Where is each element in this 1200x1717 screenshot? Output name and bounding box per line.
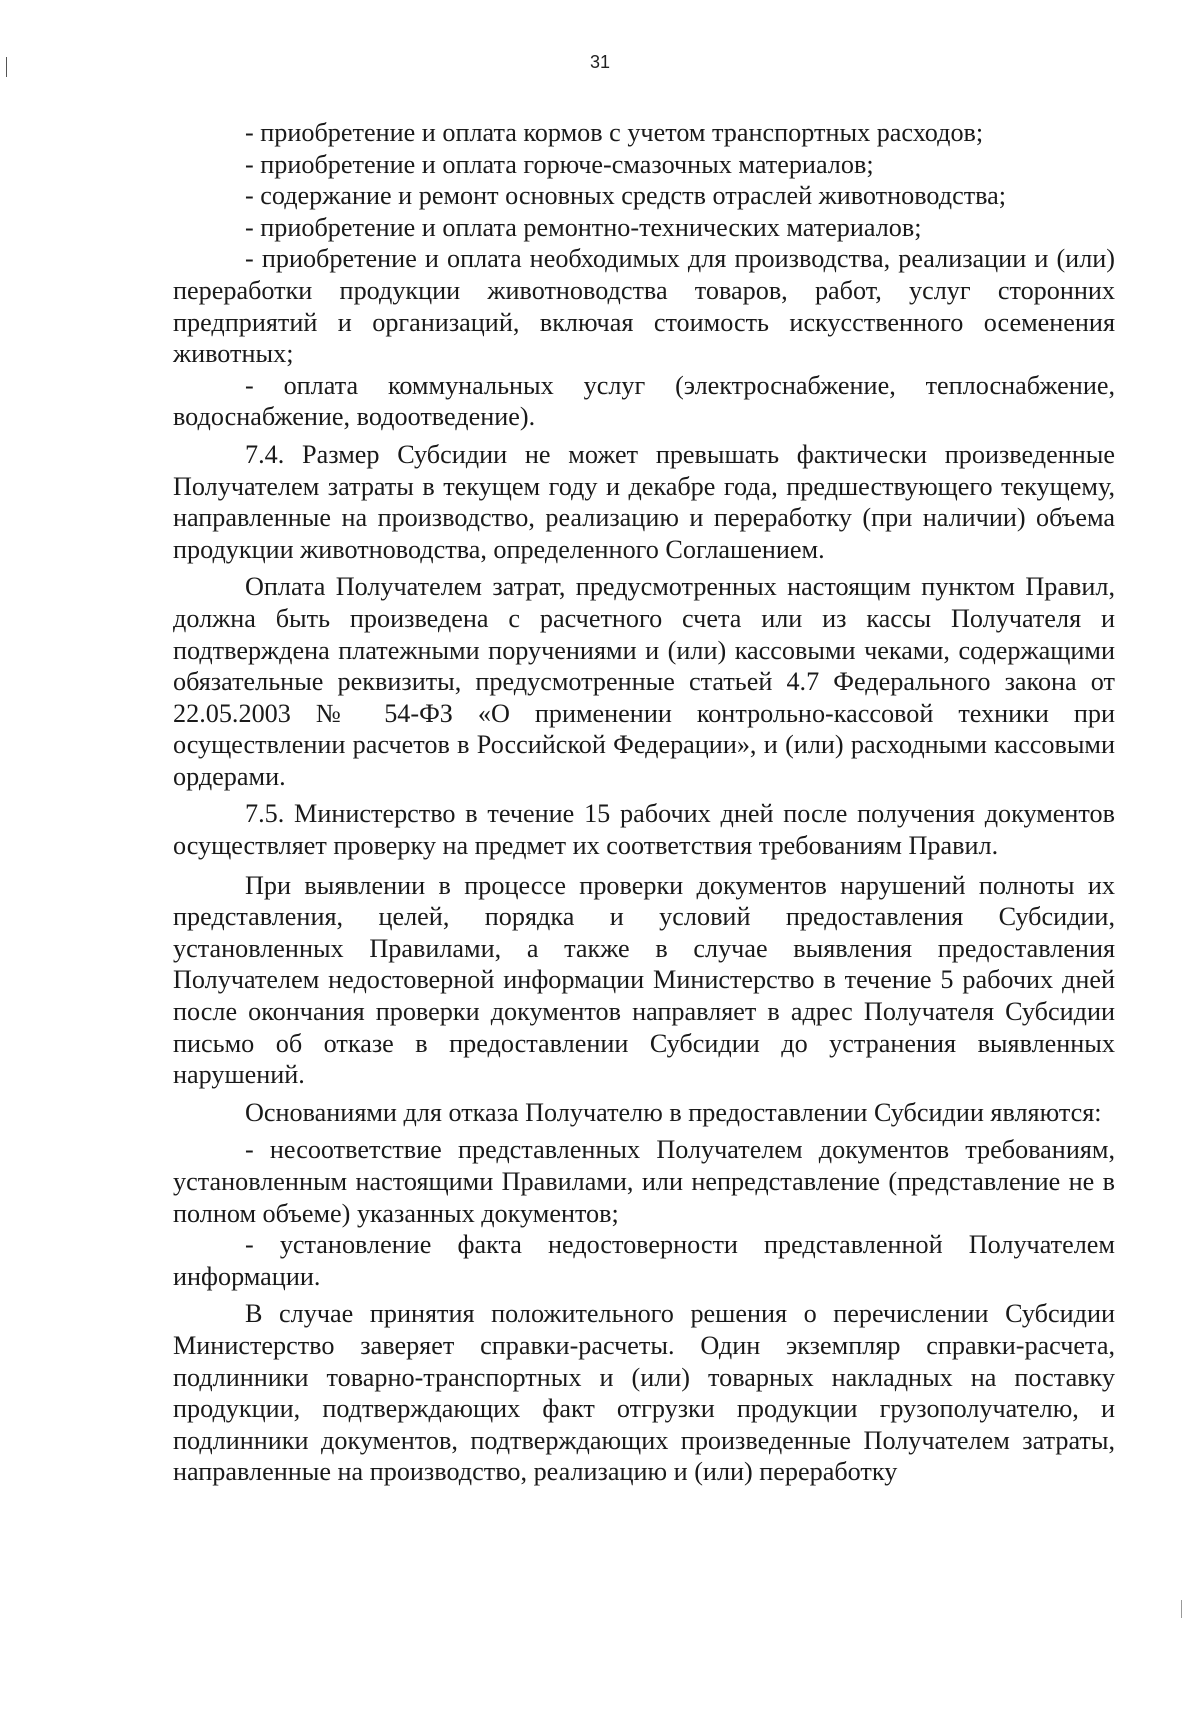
list-item-fuel-purchase: - приобретение и оплата горюче-смазочных материалов; [245, 149, 874, 179]
refusal-ground-false-info: - установление факта недостоверности представленной Получателем информации. [173, 1230, 1115, 1291]
list-item-fixed-assets-maintenance: - содержание и ремонт основных средств отраслей животноводства; [245, 181, 1007, 211]
clause-7-4: 7.4. Размер Субсидии не может превышать фактически произведенные Получателем затраты в текущем году и декабре года, предшествующего текущему, направленные на производство, реализацию и переработку (при наличии) объема продукции животноводства, определенного Соглашением. [173, 439, 1115, 564]
payment-paragraph: Оплата Получателем затрат, предусмотренных настоящим пунктом Правил, должна быть произведена с расчетного счета или из кассы Получателя и подтверждена платежными поручениями и (или) кассовыми чеками, содержащими обязательные реквизиты, предусмотренные статьей 4.7 Федерального закона от 22.05.2003 № 54-ФЗ «О применении контрольно-кассовой техники при осуществлении расчетов в Российской Федерации», и (или) расходными кассовыми ордерами. [173, 572, 1115, 791]
clause-7-5: 7.5. Министерство в течение 15 рабочих дней после получения документов осуществляет проверку на предмет их соответствия требованиям Правил. [173, 799, 1115, 861]
list-item-utilities: - оплата коммунальных услуг (электроснабжение, теплоснабжение, водоснабжение, водоотведение). [173, 370, 1115, 432]
document-body [173, 117, 1115, 1488]
list-item-feed-purchase: - приобретение и оплата кормов с учетом транспортных расходов; [245, 118, 984, 147]
positive-decision-paragraph: В случае принятия положительного решения о перечислении Субсидии Министерство заверяет справки-расчеты. Один экземпляр справки-расчета, подлинники товарно-транспортных и (или) товарных накладных на поставку продукции, подтверждающих факт отгрузки продукции грузополучателю, и подлинники документов, подтверждающих произведенные Получателем затраты, направленные на производство, реализацию и (или) переработку [173, 1299, 1115, 1487]
page-number: 31 [589, 52, 611, 72]
list-item-repair-materials: - приобретение и оплата ремонтно-технических материалов; [245, 212, 922, 242]
refusal-ground-nonconformity: - несоответствие представленных Получателем документов требованиям, установленным настоящими Правилами, или непредставление (представление не в полном объеме) указанных документов; [173, 1135, 1115, 1228]
list-item-third-party-services: - приобретение и оплата необходимых для производства, реализации и (или) переработки продукции животноводства товаров, работ, услуг сторонних предприятий и организаций, включая стоимость искусственного осеменения животных; [173, 244, 1115, 369]
violations-paragraph: При выявлении в процессе проверки документов нарушений полноты их представления, целей, порядка и условий предоставления Субсидии, установленных Правилами, а также в случае выявления предоставления Получателем недостоверной информации Министерство в течение 5 рабочих дней после окончания проверки документов направляет в адрес Получателя Субсидии письмо об отказе в предоставлении Субсидии до устранения выявленных нарушений. [173, 870, 1115, 1090]
refusal-grounds-heading: Основаниями для отказа Получателю в предоставлении Субсидии являются: [245, 1097, 1102, 1127]
scan-artifact-mark [1181, 1600, 1182, 1618]
